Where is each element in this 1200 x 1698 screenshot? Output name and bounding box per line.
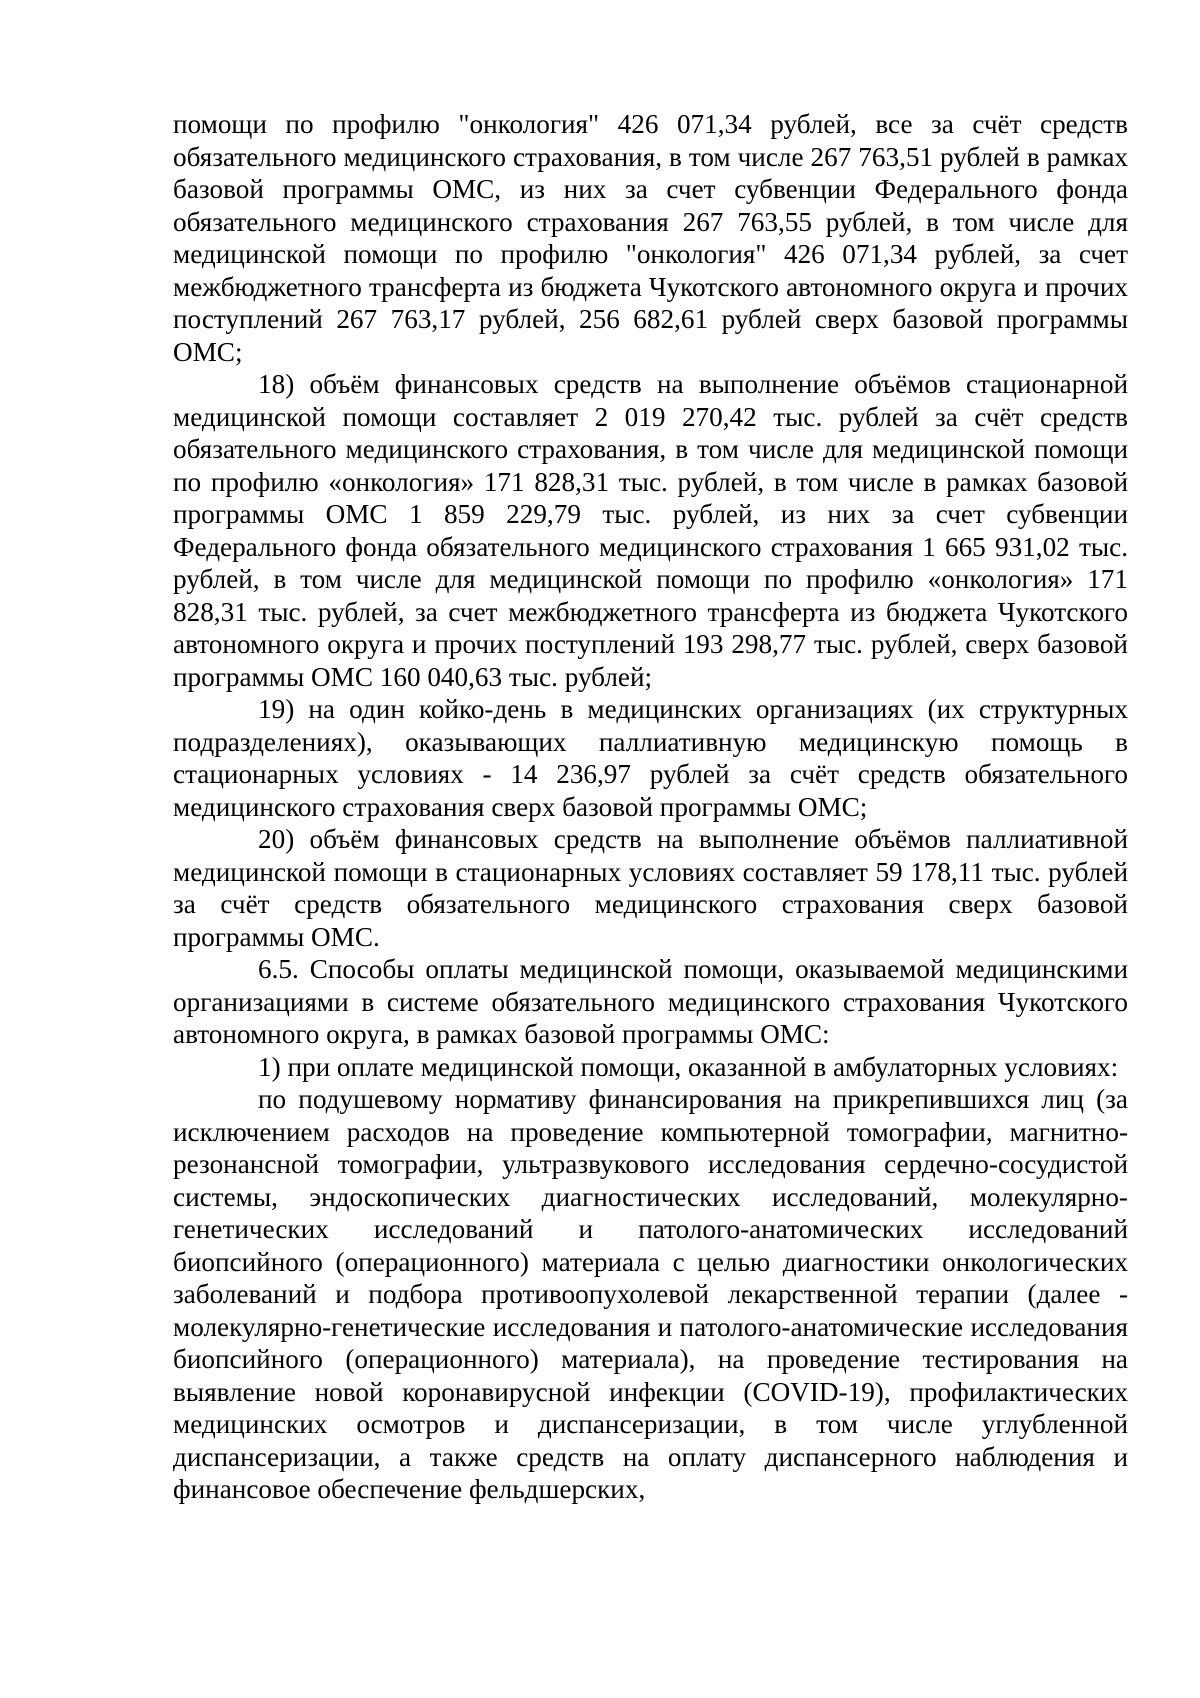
paragraph-item-18: 18) объём финансовых средств на выполнение объёмов стационарной медицинской помощи составляет 2 019 270,42 тыс. рублей за счёт средств обязательного медицинского страхования, в том числе для медицинской помощи по профилю «онкология» 171 828,31 тыс. рублей, в том числе в рамках базовой программы ОМС 1 859 229,79 тыс. рублей, из них за счет субвенции Федерального фонда обязательного медицинского страхования 1 665 931,02 тыс. рублей, в том числе для медицинской помощи по профилю «онкология» 171 828,31 тыс. рублей, за счет межбюджетного трансферта из бюджета Чукотского автономного округа и прочих поступлений 193 298,77 тыс. рублей, сверх базовой программы ОМС 160 040,63 тыс. рублей; bbox=[173, 369, 1128, 692]
paragraph-item-19: 19) на один койко-день в медицинских организациях (их структурных подразделениях), оказывающих паллиативную медицинскую помощь в стационарных условиях - 14 236,97 рублей за счёт средств обязательного медицинского страхования сверх базовой программы ОМС; bbox=[173, 694, 1128, 822]
paragraph-per-capita-financing: по подушевому нормативу финансирования на прикрепившихся лиц (за исключением расходов на проведение компьютерной томографии, магнитно-резонансной томографии, ультразвукового исследования сердечно-сосудистой системы, эндоскопических диагностических исследований, молекулярно-генетических исследований и патолого-анатомических исследований биопсийного (операционного) материала с целью диагностики онкологических заболеваний и подбора противоопухолевой лекарственной терапии (далее - молекулярно-генетические исследования и патолого-анатомические исследования биопсийного (операционного) материала), на проведение тестирования на выявление новой коронавирусной инфекции (COVID-19), профилактических медицинских осмотров и диспансеризации, в том числе углубленной диспансеризации, а также средств на оплату диспансерного наблюдения и финансовое обеспечение фельдшерских, bbox=[173, 1084, 1128, 1504]
paragraph-oncology-continuation: помощи по профилю "онкология" 426 071,34 рублей, все за счёт средств обязательного медицинского страхования, в том числе 267 763,51 рублей в рамках базовой программы ОМС, из них за счет субвенции Федерального фонда обязательного медицинского страхования 267 763,55 рублей, в том числе для медицинской помощи по профилю "онкология" 426 071,34 рублей, за счет межбюджетного трансферта из бюджета Чукотского автономного округа и прочих поступлений 267 763,17 рублей, 256 682,61 рублей сверх базовой программы ОМС; bbox=[173, 109, 1128, 367]
paragraph-subitem-1: 1) при оплате медицинской помощи, оказанной в амбулаторных условиях: bbox=[258, 1051, 1119, 1082]
paragraph-section-6-5: 6.5. Способы оплаты медицинской помощи, оказываемой медицинскими организациями в системе обязательного медицинского страхования Чукотского автономного округа, в рамках базовой программы ОМС: bbox=[173, 954, 1128, 1049]
paragraph-item-20: 20) объём финансовых средств на выполнение объёмов паллиативной медицинской помощи в стационарных условиях составляет 59 178,11 тыс. рублей за счёт средств обязательного медицинского страхования сверх базовой программы ОМС. bbox=[173, 824, 1128, 952]
document-page bbox=[173, 108, 1128, 1506]
